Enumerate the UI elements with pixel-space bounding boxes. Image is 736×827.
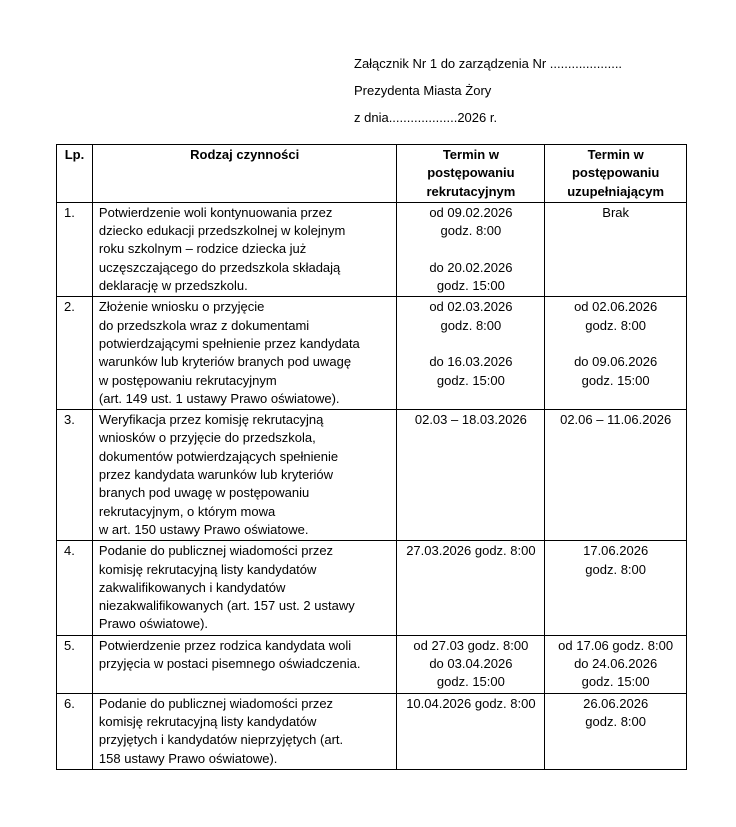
cell-line: Potwierdzenie przez rodzica kandydata woli xyxy=(98,637,352,653)
term-supplementary xyxy=(545,541,687,635)
header-line: Termin w xyxy=(442,147,499,162)
row-number: 4. xyxy=(57,541,93,635)
row-number: 6. xyxy=(57,693,93,769)
table-row xyxy=(57,202,687,296)
cell-line: godz. 8:00 xyxy=(585,713,646,729)
cell-line: godz. 15:00 xyxy=(436,372,505,388)
cell-line: potwierdzającymi spełnienie przez kandydata xyxy=(98,335,360,351)
term-recruitment xyxy=(397,202,545,296)
term-supplementary xyxy=(545,202,687,296)
term-recruitment xyxy=(397,297,545,410)
date-line: z dnia...................2026 r. xyxy=(354,110,498,125)
cell-line: (art. 149 ust. 1 ustawy Prawo oświatowe). xyxy=(98,390,340,406)
term-recruitment xyxy=(397,693,545,769)
cell-line: dziecko edukacji przedszkolnej w kolejnym xyxy=(98,223,346,239)
cell-line: godz. 8:00 xyxy=(440,223,502,239)
activity-description xyxy=(92,693,397,769)
row-number: 1. xyxy=(57,202,93,296)
header-line: rekrutacyjnym xyxy=(426,183,516,199)
table-row xyxy=(57,410,687,541)
cell-line: przez kandydata warunków lub kryteriów xyxy=(98,467,334,483)
cell-line: od 02.03.2026 xyxy=(429,299,513,315)
cell-line: komisję rekrutacyjną listy kandydatów xyxy=(98,561,317,577)
table-row xyxy=(57,635,687,693)
activity-description xyxy=(92,410,397,541)
cell-line: godz. 15:00 xyxy=(581,674,650,690)
cell-line: od 27.03 godz. 8:00 xyxy=(413,637,529,653)
header-termin-rekrutacyjny xyxy=(397,145,545,203)
row-number: 2. xyxy=(57,297,93,410)
cell-line: warunków lub kryteriów branych pod uwagę xyxy=(98,354,352,370)
table-row xyxy=(57,693,687,769)
cell-line: branych pod uwagę w postępowaniu xyxy=(98,485,310,501)
header-termin-uzupelniajacy xyxy=(545,145,687,203)
cell-line: Potwierdzenie woli kontynuowania przez xyxy=(98,204,333,220)
cell-line: 17.06.2026 xyxy=(583,543,649,559)
term-supplementary xyxy=(545,297,687,410)
activity-description xyxy=(92,635,397,693)
row-number: 3. xyxy=(57,410,93,541)
blank-line xyxy=(399,240,542,258)
cell-line: do 20.02.2026 xyxy=(429,259,513,275)
cell-line: Podanie do publicznej wiadomości przez xyxy=(98,695,334,711)
term-recruitment xyxy=(397,410,545,541)
cell-line: godz. 15:00 xyxy=(436,674,505,690)
cell-line: do 16.03.2026 xyxy=(429,354,513,370)
cell-line: godz. 15:00 xyxy=(581,372,650,388)
cell-line: godz. 8:00 xyxy=(440,317,502,333)
header-lp: Lp. xyxy=(57,145,93,203)
cell-line: zakwalifikowanych i kandydatów xyxy=(98,579,286,595)
term-recruitment xyxy=(397,635,545,693)
cell-line: 158 ustawy Prawo oświatowe). xyxy=(98,750,278,766)
header-line: Termin w xyxy=(587,147,644,162)
cell-line: godz. 8:00 xyxy=(585,317,646,333)
cell-line: przyjętych i kandydatów nieprzyjętych (art. xyxy=(98,732,344,748)
issuer-line: Prezydenta Miasta Żory xyxy=(354,83,492,98)
activity-description xyxy=(92,541,397,635)
cell-line: niezakwalifikowanych (art. 157 ust. 2 ustawy xyxy=(98,598,355,614)
cell-line: rekrutacyjnym, o którym mowa xyxy=(98,503,276,519)
cell-line: dokumentów potwierdzających spełnienie xyxy=(98,448,339,464)
cell-line: do 03.04.2026 xyxy=(429,656,513,672)
cell-line: wniosków o przyjęcie do przedszkola, xyxy=(98,430,316,446)
schedule-table xyxy=(56,144,687,770)
cell-line: deklarację w przedszkolu. xyxy=(98,278,248,294)
cell-line: Brak xyxy=(602,204,630,220)
cell-line: w art. 150 ustawy Prawo oświatowe. xyxy=(98,521,309,537)
term-supplementary xyxy=(545,635,687,693)
cell-line: godz. 8:00 xyxy=(585,561,646,577)
activity-description xyxy=(92,297,397,410)
cell-line: 10.04.2026 godz. 8:00 xyxy=(406,695,536,711)
cell-line: do 09.06.2026 xyxy=(574,354,658,370)
cell-line: roku szkolnym – rodzice dziecka już xyxy=(98,241,307,257)
cell-line: komisję rekrutacyjną listy kandydatów xyxy=(98,713,317,729)
cell-line: od 09.02.2026 xyxy=(429,204,513,220)
cell-line: od 02.06.2026 xyxy=(574,299,658,315)
cell-line: od 17.06 godz. 8:00 xyxy=(558,637,674,653)
header-rodzaj: Rodzaj czynności xyxy=(92,145,397,203)
blank-line xyxy=(399,335,542,353)
cell-line: do przedszkola wraz z dokumentami xyxy=(98,317,310,333)
activity-description xyxy=(92,202,397,296)
annex-line: Załącznik Nr 1 do zarządzenia Nr .................... xyxy=(354,56,623,71)
table-row xyxy=(57,297,687,410)
cell-line: przyjęcia w postaci pisemnego oświadczenia. xyxy=(98,656,361,672)
term-recruitment xyxy=(397,541,545,635)
cell-line: Prawo oświatowe). xyxy=(98,616,209,632)
row-number: 5. xyxy=(57,635,93,693)
cell-line: 27.03.2026 godz. 8:00 xyxy=(406,543,536,559)
blank-line xyxy=(547,335,684,353)
cell-line: godz. 15:00 xyxy=(436,278,505,294)
table-row xyxy=(57,541,687,635)
term-supplementary xyxy=(545,693,687,769)
header-line: uzupełniającym xyxy=(567,183,665,199)
cell-line: w postępowaniu rekrutacyjnym xyxy=(98,372,277,388)
cell-line: 02.03 – 18.03.2026 xyxy=(414,412,527,428)
cell-line: Weryfikacja przez komisję rekrutacyjną xyxy=(98,412,324,428)
table-header-row xyxy=(57,145,687,203)
header-line: postępowaniu xyxy=(571,165,660,181)
cell-line: 26.06.2026 xyxy=(583,695,649,711)
term-supplementary xyxy=(545,410,687,541)
cell-line: Złożenie wniosku o przyjęcie xyxy=(98,299,265,315)
cell-line: do 24.06.2026 xyxy=(574,656,658,672)
cell-line: Podanie do publicznej wiadomości przez xyxy=(98,543,334,559)
header-line: postępowaniu xyxy=(427,165,515,181)
cell-line: 02.06 – 11.06.2026 xyxy=(560,412,672,428)
cell-line: uczęszczającego do przedszkola składają xyxy=(98,259,341,275)
document-header xyxy=(354,54,622,135)
